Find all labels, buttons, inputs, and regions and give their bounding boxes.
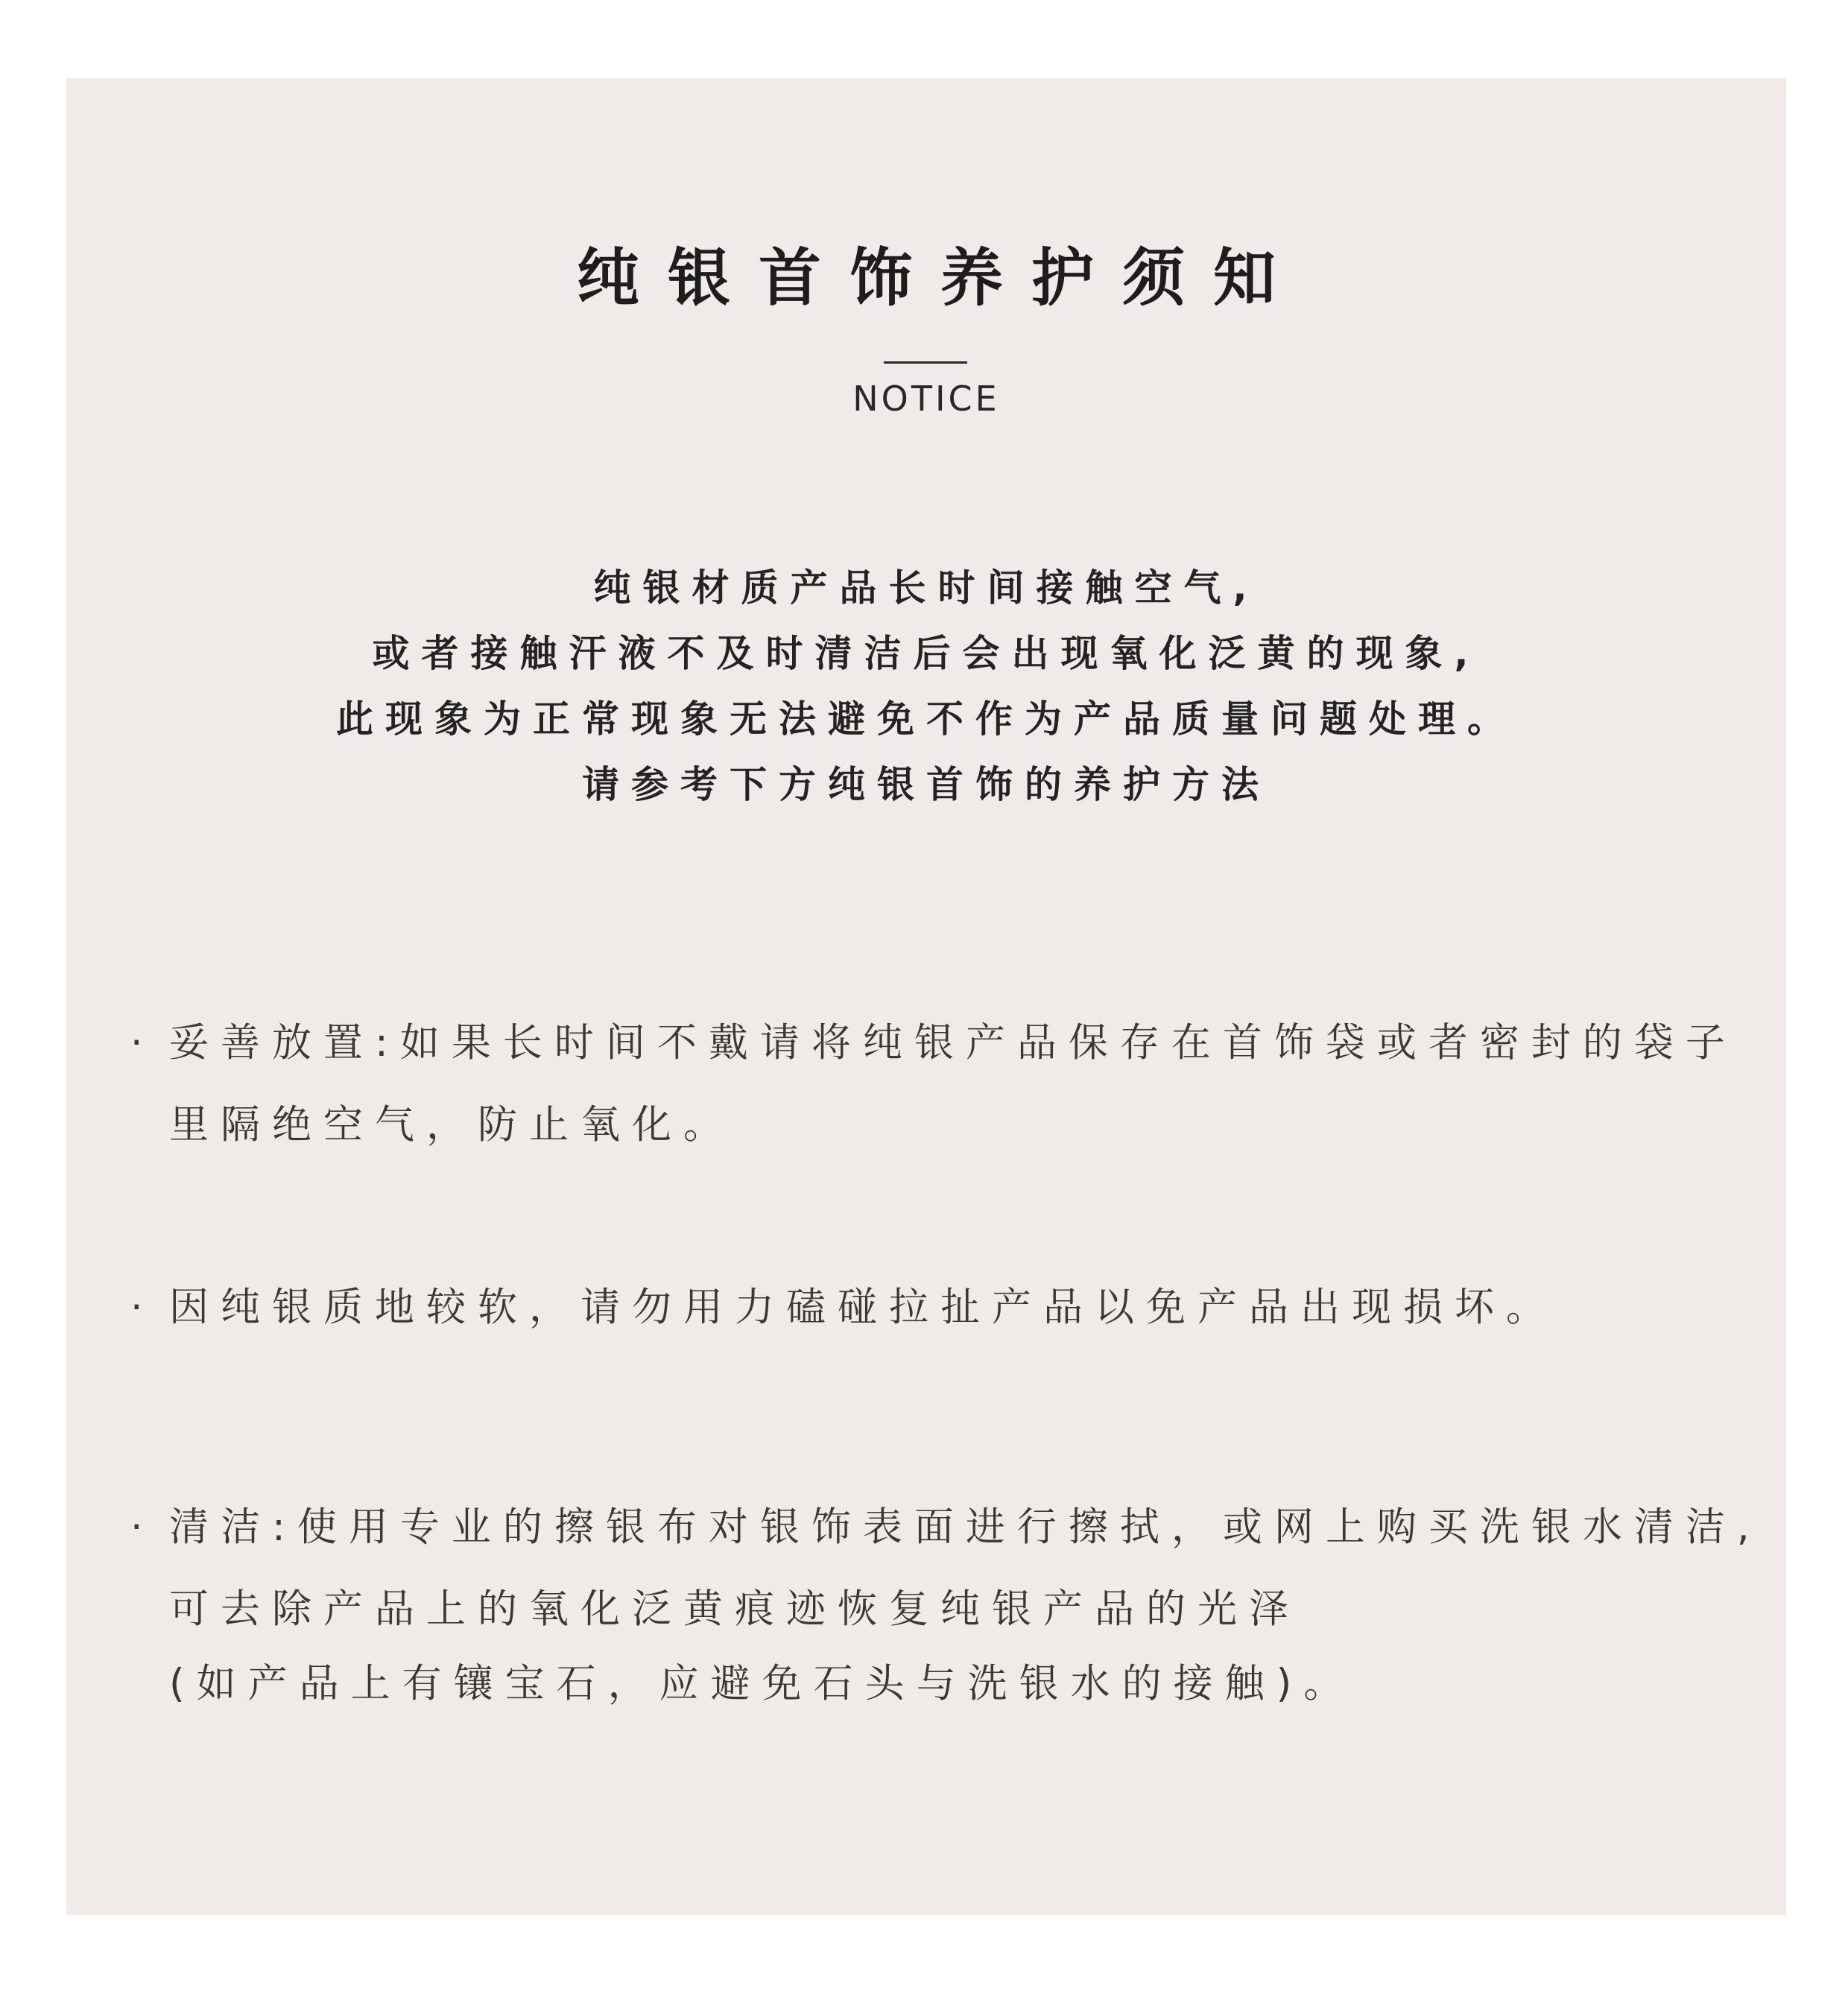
title-divider: [884, 361, 967, 364]
tip-text-line: 妥善放置:如果长时间不戴请将纯银产品保存在首饰袋或者密封的袋子: [169, 1020, 1737, 1066]
intro-line: 此现象为正常现象无法避免不作为产品质量问题处理。: [336, 697, 1516, 741]
tip-text-line: 清洁:使用专业的擦银布对银饰表面进行擦拭，或网上购买洗银水清洁,: [169, 1504, 1762, 1550]
tip-text-line: 因纯银质地较软，请勿用力磕碰拉扯产品以免产品出现损坏。: [169, 1285, 1557, 1330]
tip-text-line: 可去除产品上的氧化泛黄痕迹恢复纯银产品的光泽: [169, 1586, 1300, 1632]
tip-text-line: 里隔绝空气，防止氧化。: [169, 1102, 735, 1148]
page-subtitle: NOTICE: [852, 379, 1000, 419]
intro-line: 纯银材质产品长时间接触空气,: [593, 566, 1259, 610]
page-title: 纯银首饰养护须知: [576, 241, 1304, 314]
notice-card: [66, 78, 1786, 1915]
intro-paragraph: [66, 555, 1786, 817]
tip-text-line: (如产品上有镶宝石，应避免石头与洗银水的接触)。: [169, 1661, 1355, 1706]
bullet-icon: ·: [130, 1021, 143, 1066]
intro-line: 请参考下方纯银首饰的养护方法: [582, 763, 1270, 806]
bullet-icon: ·: [130, 1505, 143, 1550]
intro-line: 或者接触汗液不及时清洁后会出现氧化泛黄的现象,: [372, 632, 1481, 675]
bullet-icon: ·: [130, 1285, 143, 1330]
